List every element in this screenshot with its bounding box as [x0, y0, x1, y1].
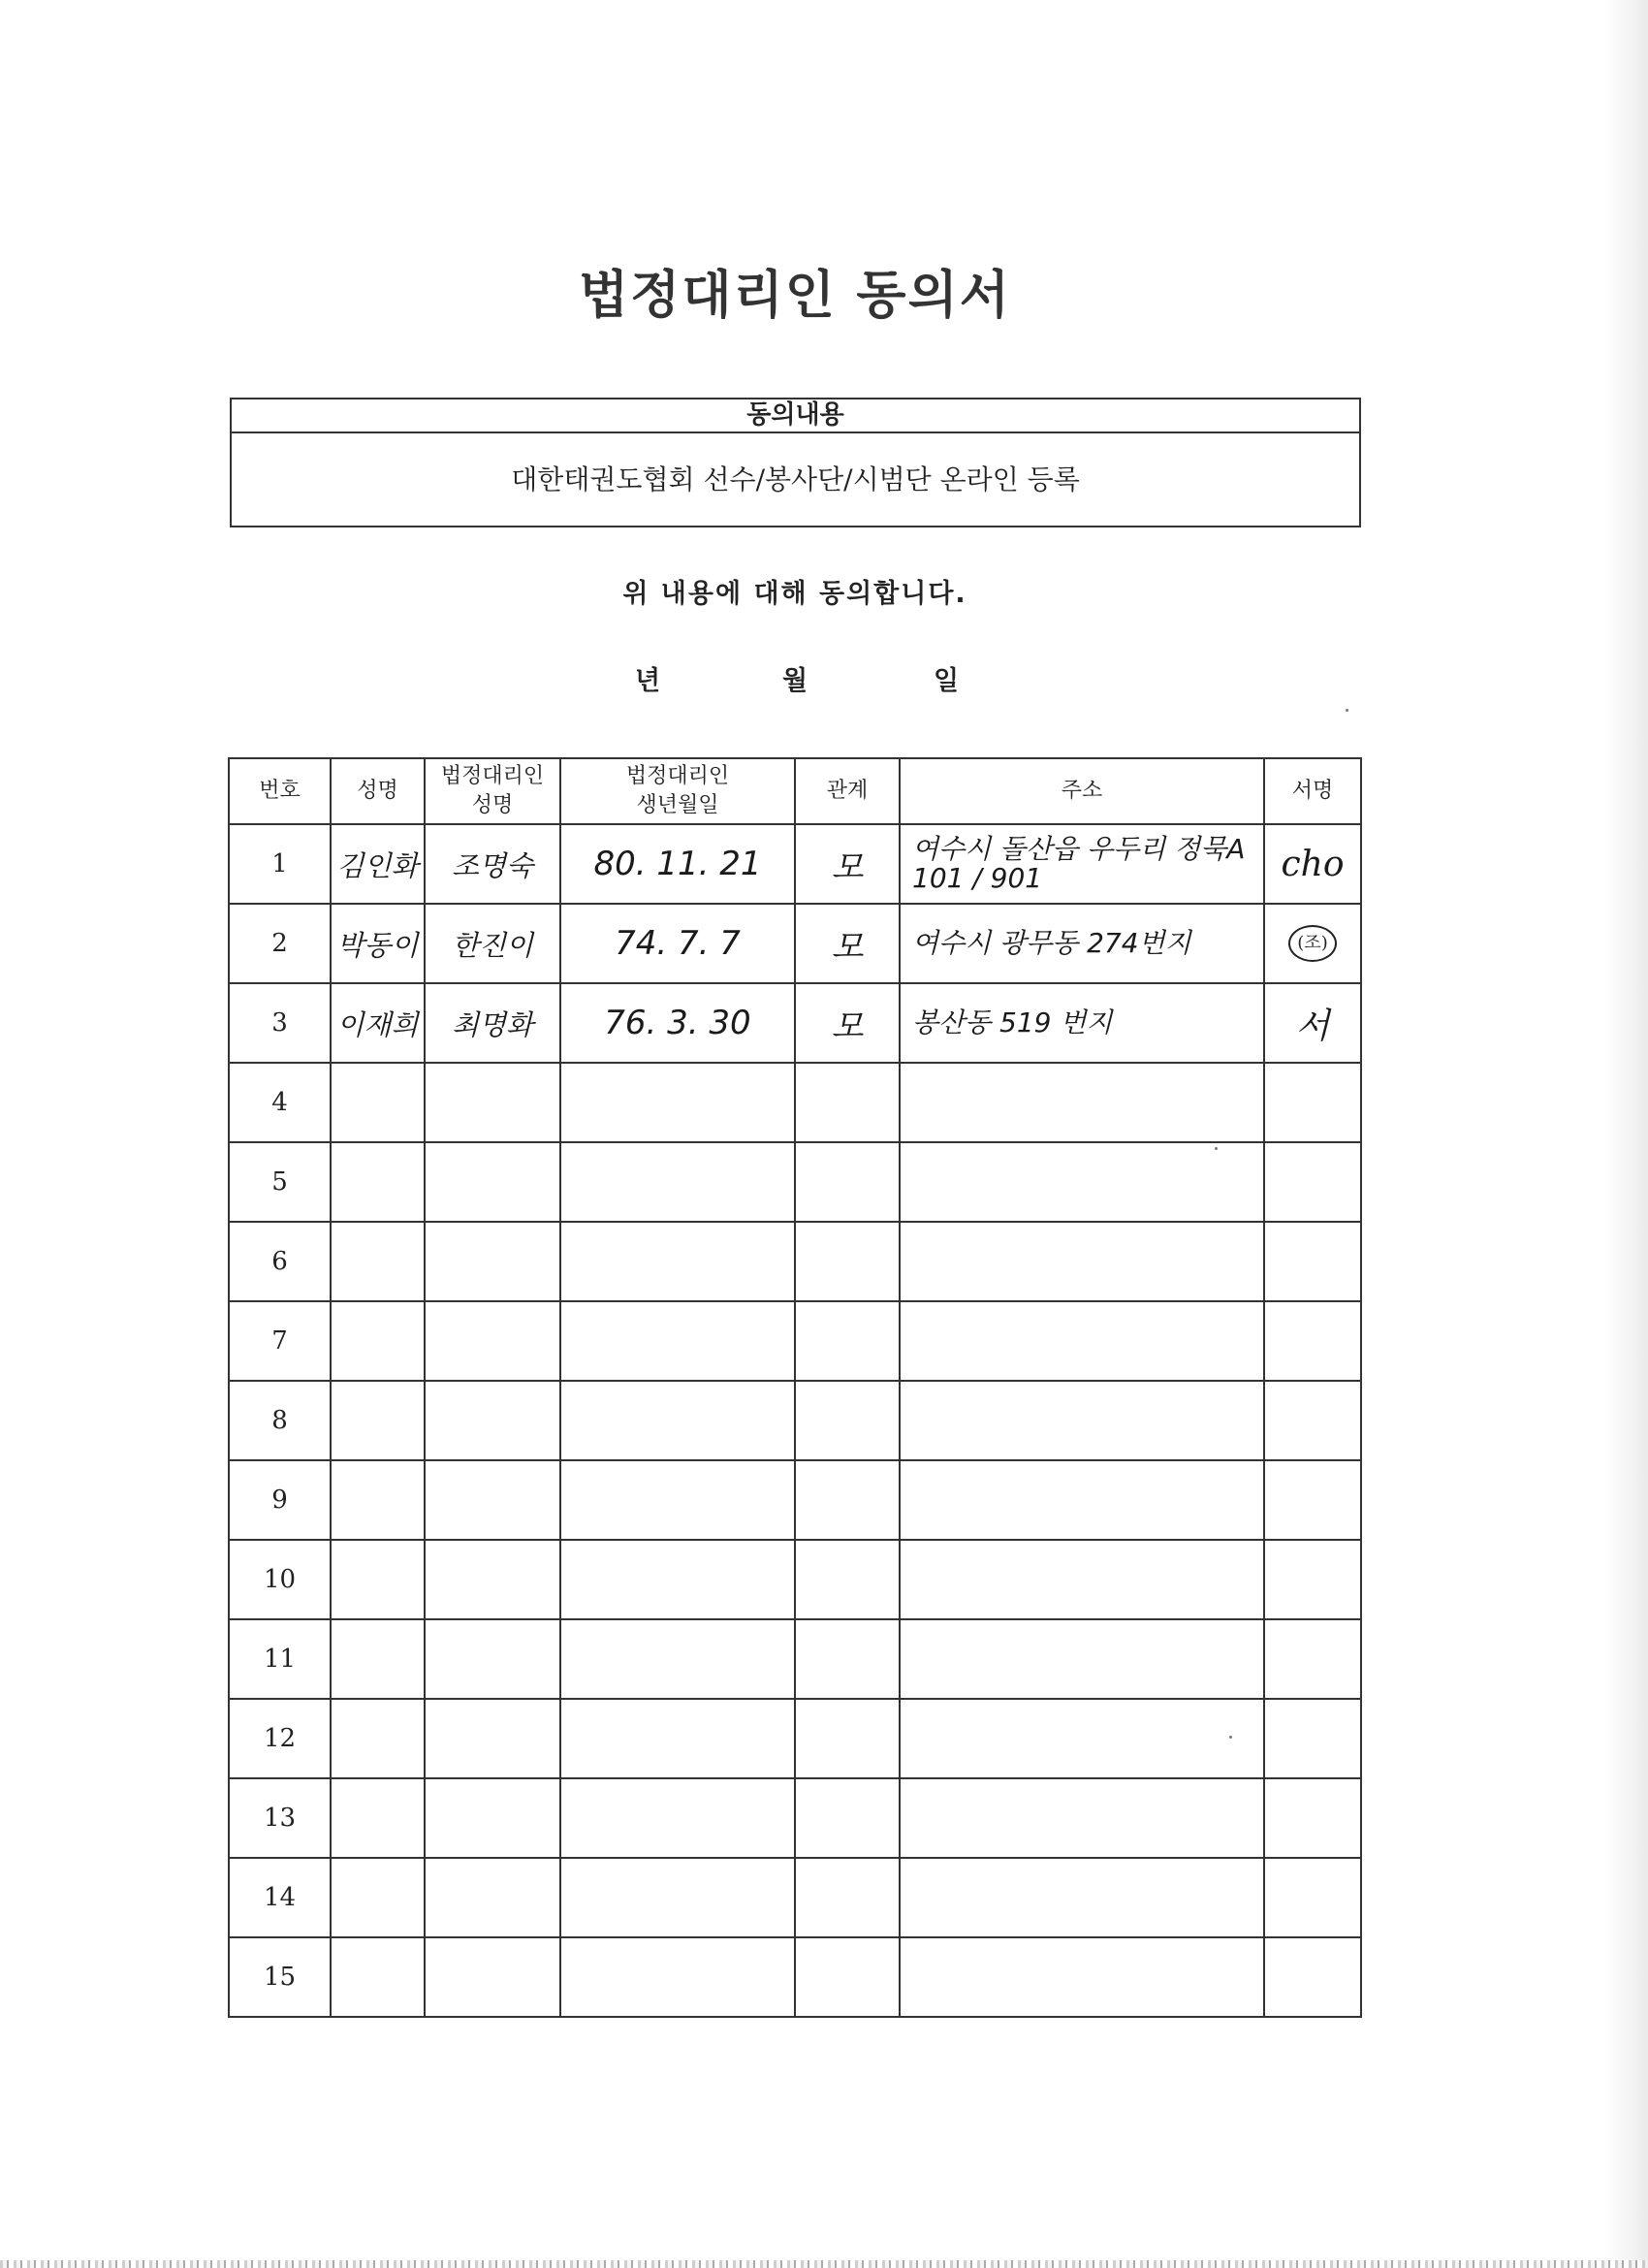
cell-address	[900, 1699, 1264, 1778]
cell-name	[331, 1142, 425, 1222]
cell-signature	[1264, 1619, 1361, 1699]
cell-name	[331, 1540, 425, 1619]
cell-relation	[795, 1858, 900, 1937]
cell-no: 4	[229, 1063, 331, 1142]
cell-address	[900, 1142, 1264, 1222]
handwritten-address: 여수시 돌산읍 우두리 정묵A 101 / 901	[912, 833, 1246, 894]
header-guardian-name	[425, 758, 560, 824]
cell-no: 9	[229, 1460, 331, 1540]
cell-birth	[560, 824, 795, 904]
scan-artifact-strip	[0, 2260, 1648, 2268]
cell-name	[331, 983, 425, 1063]
table-row	[229, 1063, 1361, 1142]
signature-circle-stamp: (조)	[1288, 925, 1337, 962]
table-row	[229, 1222, 1361, 1301]
cell-birth	[560, 1381, 795, 1460]
cell-guardian	[425, 1381, 560, 1460]
handwritten-birth: 76. 3. 30	[604, 1004, 751, 1042]
table-row	[229, 1619, 1361, 1699]
cell-relation	[795, 904, 900, 983]
cell-no: 12	[229, 1699, 331, 1778]
cell-signature	[1264, 1937, 1361, 2017]
cell-name	[331, 1381, 425, 1460]
cell-relation	[795, 1619, 900, 1699]
handwritten-address: 여수시 광무동 274번지	[912, 927, 1191, 959]
cell-birth	[560, 1540, 795, 1619]
cell-no: 2	[229, 904, 331, 983]
cell-name	[331, 1778, 425, 1858]
cell-guardian	[425, 1222, 560, 1301]
handwritten-guardian: 한진이	[451, 928, 534, 962]
cell-guardian	[425, 1063, 560, 1142]
cell-guardian	[425, 1937, 560, 2017]
handwritten-name: 이재희	[336, 1007, 419, 1041]
cell-address	[900, 1540, 1264, 1619]
cell-name	[331, 1699, 425, 1778]
table-row	[229, 1778, 1361, 1858]
table-header-row	[229, 758, 1361, 824]
document-title: 법정대리인 동의서	[578, 266, 1012, 325]
table-row	[229, 1699, 1361, 1778]
header-no: 번호	[229, 758, 331, 824]
cell-birth	[560, 1301, 795, 1381]
cell-no: 8	[229, 1381, 331, 1460]
cell-name	[331, 1619, 425, 1699]
cell-no: 10	[229, 1540, 331, 1619]
cell-guardian	[425, 1778, 560, 1858]
cell-guardian	[425, 1301, 560, 1381]
cell-address	[900, 1460, 1264, 1540]
cell-relation	[795, 1063, 900, 1142]
date-month-label: 월	[782, 666, 808, 696]
signature-table	[228, 757, 1362, 2018]
cell-address	[900, 1301, 1264, 1381]
cell-address	[900, 983, 1264, 1063]
cell-address	[900, 1858, 1264, 1937]
cell-signature	[1264, 1540, 1361, 1619]
cell-no: 7	[229, 1301, 331, 1381]
scan-speck	[1346, 709, 1348, 712]
cell-guardian	[425, 983, 560, 1063]
cell-guardian	[425, 824, 560, 904]
cell-relation	[795, 1142, 900, 1222]
header-address: 주소	[900, 758, 1264, 824]
handwritten-relation: 모	[831, 847, 864, 887]
cell-guardian	[425, 904, 560, 983]
cell-name	[331, 824, 425, 904]
cell-birth	[560, 1222, 795, 1301]
signature-scribble: 서	[1295, 1006, 1330, 1046]
table-row	[229, 1540, 1361, 1619]
cell-signature	[1264, 1063, 1361, 1142]
handwritten-relation: 모	[831, 1006, 864, 1046]
cell-birth	[560, 1937, 795, 2017]
header-guardian-birth	[560, 758, 795, 824]
cell-address	[900, 1619, 1264, 1699]
cell-relation	[795, 824, 900, 904]
cell-birth	[560, 1619, 795, 1699]
cell-signature	[1264, 1222, 1361, 1301]
cell-signature	[1264, 1778, 1361, 1858]
cell-signature	[1264, 824, 1361, 904]
scan-edge-shadow	[1603, 0, 1648, 2268]
cell-no: 13	[229, 1778, 331, 1858]
scan-speck	[1229, 1736, 1232, 1739]
cell-no: 6	[229, 1222, 331, 1301]
header-guardian-birth-line2: 생년월일	[636, 793, 719, 817]
cell-birth	[560, 1142, 795, 1222]
consent-header: 동의내용	[232, 399, 1359, 433]
cell-guardian	[425, 1619, 560, 1699]
scan-speck	[1215, 1147, 1218, 1150]
cell-relation	[795, 983, 900, 1063]
cell-signature	[1264, 1301, 1361, 1381]
cell-name	[331, 1222, 425, 1301]
cell-signature	[1264, 1858, 1361, 1937]
cell-address	[900, 1381, 1264, 1460]
header-guardian-name-line1: 법정대리인	[440, 764, 545, 788]
consent-body: 대한태권도협회 선수/봉사단/시범단 온라인 등록	[511, 463, 1080, 495]
date-day-label: 일	[934, 666, 960, 696]
cell-signature	[1264, 1142, 1361, 1222]
cell-signature	[1264, 983, 1361, 1063]
header-relation: 관계	[795, 758, 900, 824]
header-guardian-name-line2: 성명	[471, 793, 514, 817]
table-row	[229, 1381, 1361, 1460]
cell-no: 3	[229, 983, 331, 1063]
cell-birth	[560, 983, 795, 1063]
cell-signature	[1264, 1460, 1361, 1540]
handwritten-guardian: 최명화	[451, 1007, 534, 1041]
table-row	[229, 824, 1361, 904]
cell-name	[331, 1858, 425, 1937]
signature-table-wrap	[228, 757, 1362, 2018]
cell-address	[900, 1937, 1264, 2017]
consent-box	[230, 398, 1361, 527]
table-row	[229, 904, 1361, 983]
cell-no: 1	[229, 824, 331, 904]
cell-relation	[795, 1540, 900, 1619]
cell-guardian	[425, 1460, 560, 1540]
handwritten-guardian: 조명숙	[451, 848, 534, 882]
header-signature: 서명	[1264, 758, 1361, 824]
handwritten-name: 박동이	[336, 928, 419, 962]
cell-guardian	[425, 1540, 560, 1619]
cell-relation	[795, 1937, 900, 2017]
cell-relation	[795, 1222, 900, 1301]
cell-address	[900, 1222, 1264, 1301]
handwritten-address: 봉산동 519 번지	[912, 1006, 1113, 1038]
cell-birth	[560, 1699, 795, 1778]
table-row	[229, 1858, 1361, 1937]
cell-no: 5	[229, 1142, 331, 1222]
cell-address	[900, 1778, 1264, 1858]
cell-no: 14	[229, 1858, 331, 1937]
cell-guardian	[425, 1699, 560, 1778]
cell-signature	[1264, 904, 1361, 983]
table-row	[229, 1142, 1361, 1222]
consent-statement: 위 내용에 대해 동의합니다.	[622, 579, 967, 609]
cell-relation	[795, 1460, 900, 1540]
date-year-label: 년	[635, 666, 661, 696]
header-guardian-birth-line1: 법정대리인	[625, 764, 730, 788]
handwritten-birth: 80. 11. 21	[593, 845, 762, 883]
handwritten-birth: 74. 7. 7	[615, 924, 741, 963]
cell-relation	[795, 1778, 900, 1858]
header-name: 성명	[331, 758, 425, 824]
handwritten-relation: 모	[831, 927, 864, 967]
table-row	[229, 1937, 1361, 2017]
cell-birth	[560, 1858, 795, 1937]
table-row	[229, 1460, 1361, 1540]
cell-address	[900, 904, 1264, 983]
cell-birth	[560, 1778, 795, 1858]
table-row	[229, 983, 1361, 1063]
cell-birth	[560, 1063, 795, 1142]
cell-name	[331, 904, 425, 983]
signature-scribble: cho	[1281, 844, 1345, 884]
cell-relation	[795, 1381, 900, 1460]
cell-name	[331, 1301, 425, 1381]
cell-birth	[560, 904, 795, 983]
cell-address	[900, 824, 1264, 904]
cell-name	[331, 1937, 425, 2017]
cell-relation	[795, 1699, 900, 1778]
table-row	[229, 1301, 1361, 1381]
cell-birth	[560, 1460, 795, 1540]
cell-no: 15	[229, 1937, 331, 2017]
cell-guardian	[425, 1858, 560, 1937]
cell-name	[331, 1063, 425, 1142]
cell-signature	[1264, 1699, 1361, 1778]
handwritten-name: 김인화	[336, 848, 419, 882]
cell-relation	[795, 1301, 900, 1381]
cell-signature	[1264, 1381, 1361, 1460]
cell-name	[331, 1460, 425, 1540]
cell-no: 11	[229, 1619, 331, 1699]
cell-guardian	[425, 1142, 560, 1222]
cell-address	[900, 1063, 1264, 1142]
